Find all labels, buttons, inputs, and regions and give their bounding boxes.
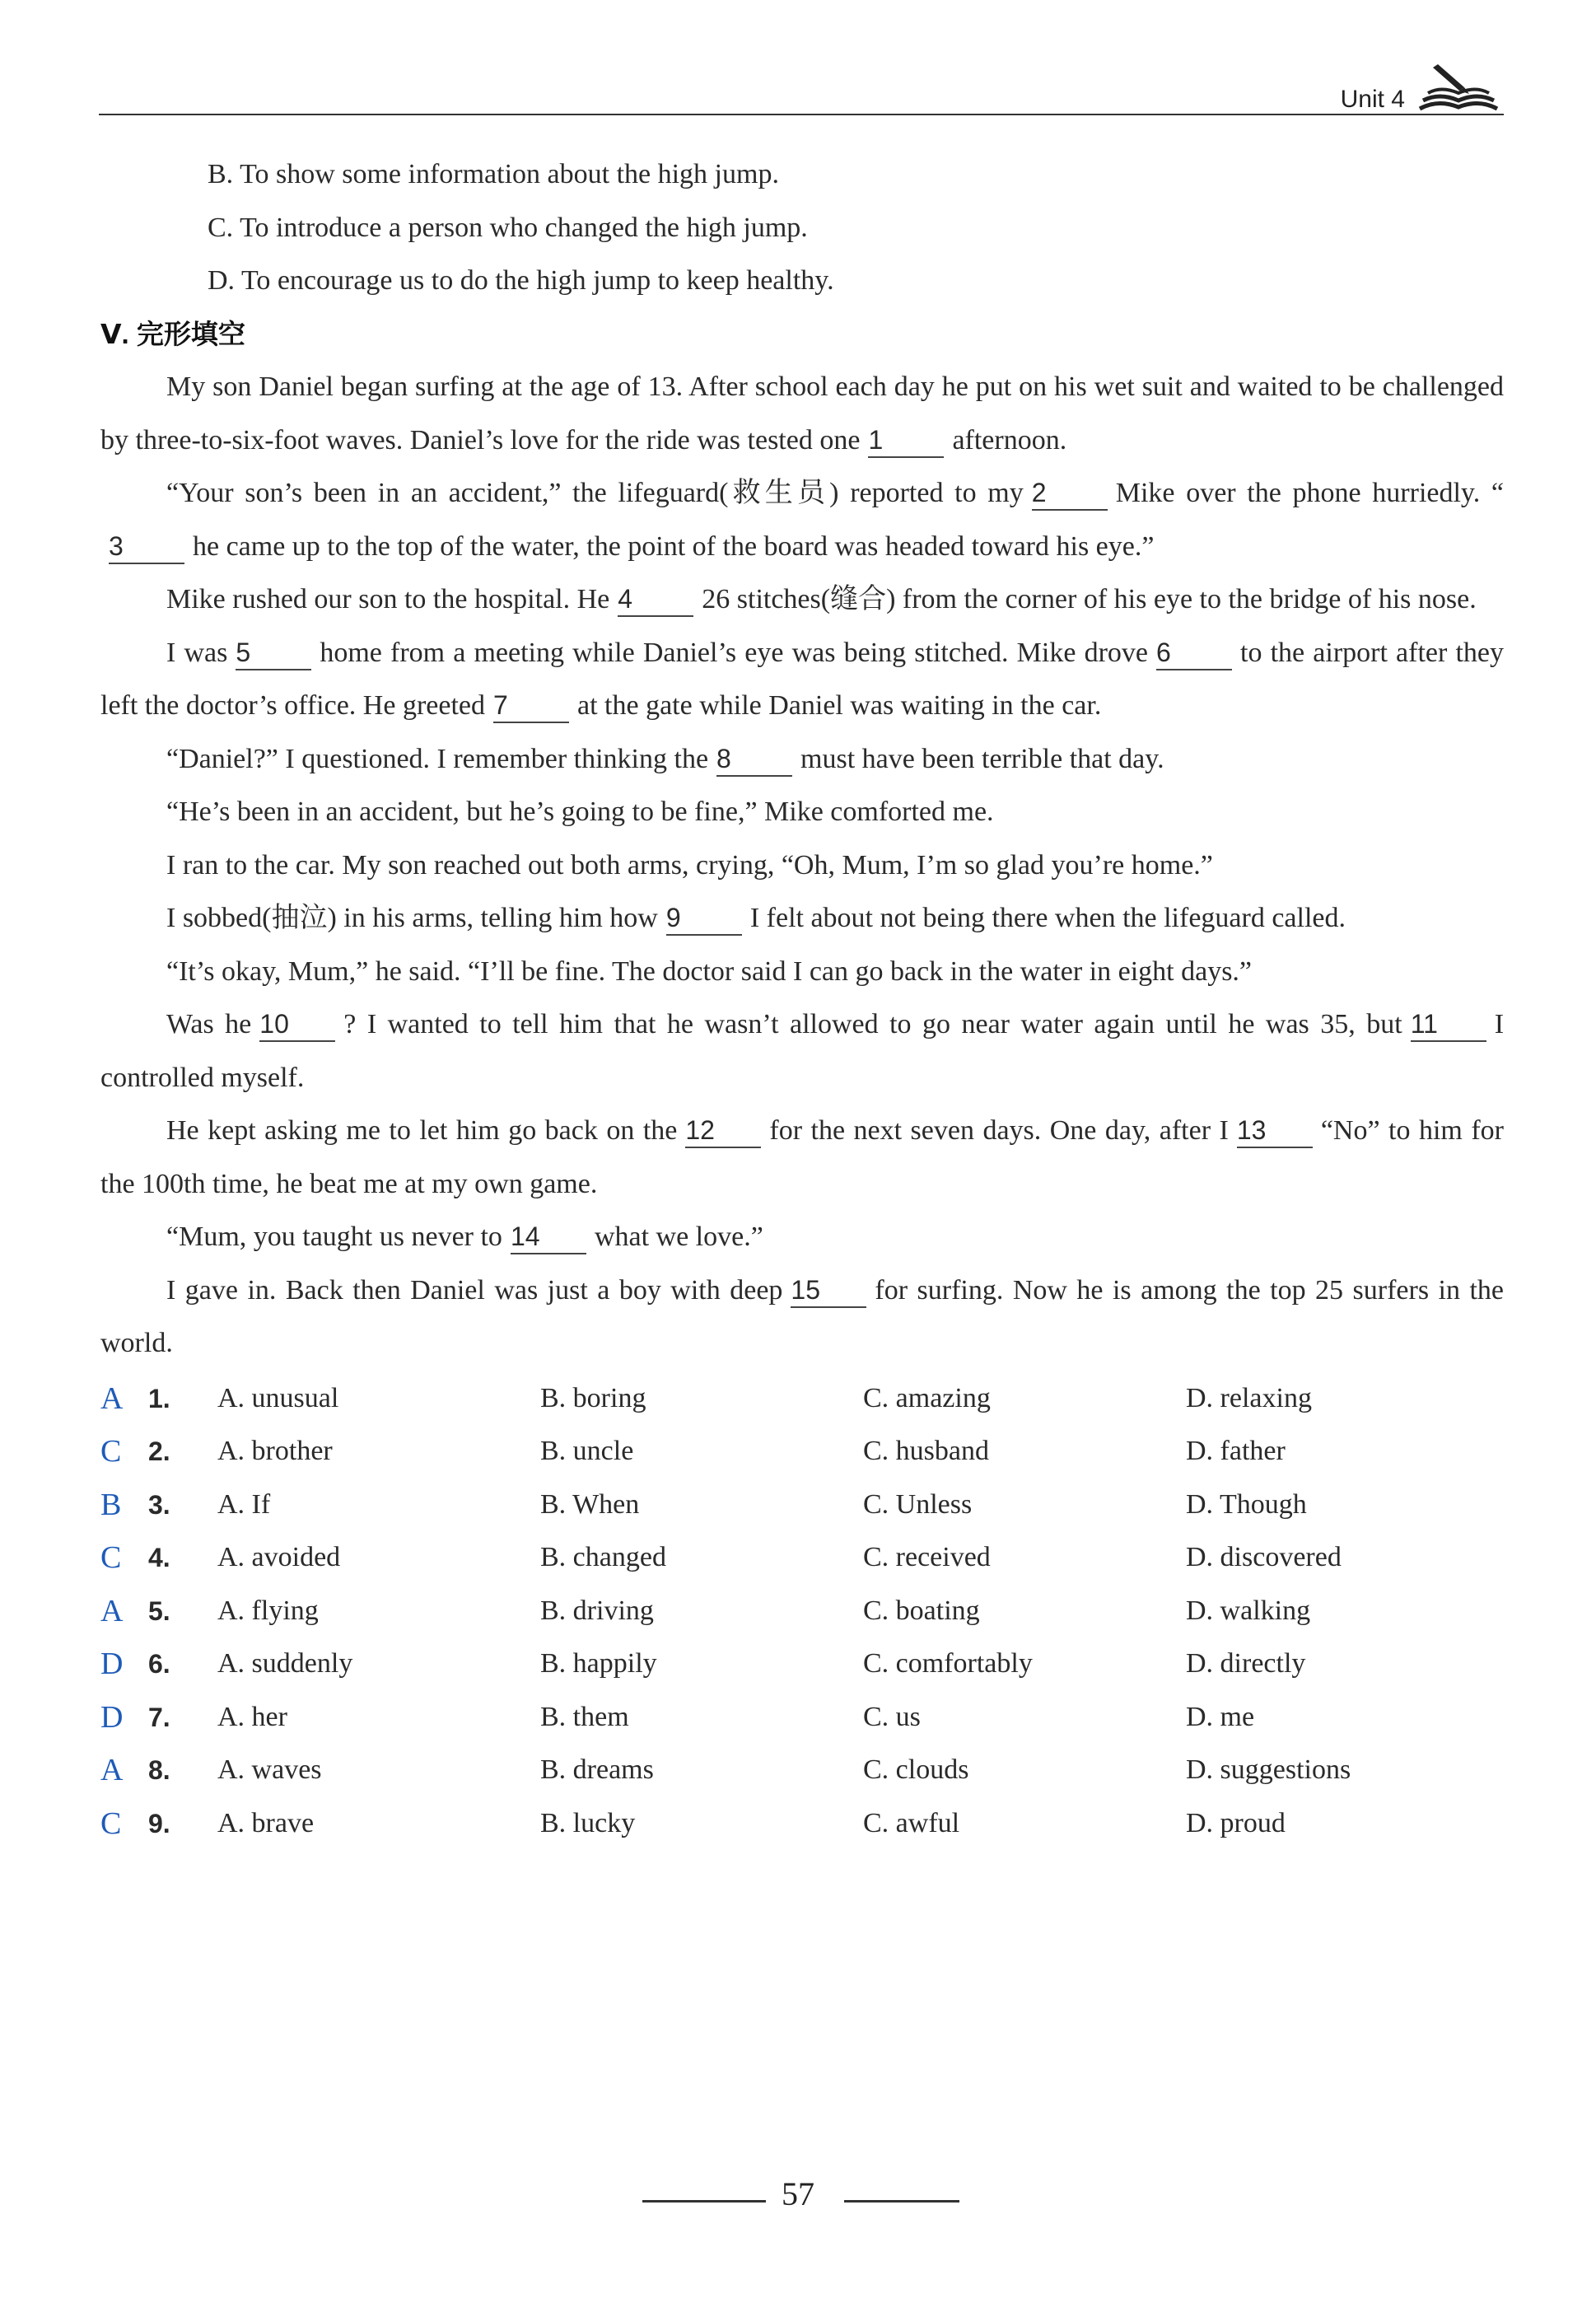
question-number: 9. xyxy=(148,1808,170,1838)
passage-text: “Daniel?” I questioned. I remember thinking the xyxy=(166,743,709,774)
question-list xyxy=(100,1372,1504,1851)
question-number: 3. xyxy=(148,1489,170,1520)
option-b: B. driving xyxy=(540,1595,654,1626)
question-number: 7. xyxy=(148,1702,170,1732)
passage-text: My son Daniel began surfing at the age of 13. After school each day he put on his wet suit and waited to be challenged by three-to-six-foot waves. Daniel’s love for the ride was tested one xyxy=(100,371,1504,455)
option-c: C. comfortably xyxy=(863,1648,1033,1679)
option-c: C. Unless xyxy=(863,1488,973,1520)
passage-paragraph: I ran to the car. My son reached out both arms, crying, “Oh, Mum, I’m so glad you’re home.” xyxy=(166,849,1213,881)
answer-mark: D xyxy=(100,1699,124,1735)
passage-text: must have been terrible that day. xyxy=(800,743,1164,774)
blank-9: 9 xyxy=(666,901,742,936)
question-row xyxy=(100,1531,1504,1585)
blank-4: 4 xyxy=(618,582,693,617)
question-row xyxy=(100,1478,1504,1532)
previous-option-d: D. To encourage us to do the high jump to keep healthy. xyxy=(208,265,834,296)
answer-mark: C xyxy=(100,1434,122,1469)
question-row xyxy=(100,1797,1504,1851)
question-number: 6. xyxy=(148,1649,170,1679)
blank-12: 12 xyxy=(685,1114,761,1148)
option-a: A. her xyxy=(217,1701,287,1732)
passage-paragraph xyxy=(100,998,1504,1105)
option-c: C. amazing xyxy=(863,1382,991,1413)
option-d: D. directly xyxy=(1186,1648,1306,1679)
passage-paragraph xyxy=(100,1105,1504,1211)
option-b: B. them xyxy=(540,1701,629,1732)
question-number: 8. xyxy=(148,1755,170,1785)
blank-1: 1 xyxy=(868,423,944,458)
option-b: B. When xyxy=(540,1488,640,1520)
option-c: C. us xyxy=(863,1701,921,1732)
previous-option-b: B. To show some information about the high jump. xyxy=(208,159,779,189)
option-a: A. suddenly xyxy=(217,1648,353,1679)
question-row xyxy=(100,1425,1504,1478)
book-pen-icon xyxy=(1413,58,1504,115)
passage-text: he came up to the top of the water, the point of the board was headed toward his eye.” xyxy=(193,530,1155,562)
option-c: C. clouds xyxy=(863,1754,969,1785)
question-row xyxy=(100,1744,1504,1797)
answer-mark: A xyxy=(100,1593,124,1628)
page-header xyxy=(99,58,1504,124)
blank-5: 5 xyxy=(236,636,311,670)
question-row xyxy=(100,1691,1504,1745)
option-c: C. boating xyxy=(863,1595,980,1626)
blank-11: 11 xyxy=(1411,1007,1486,1042)
blank-8: 8 xyxy=(716,742,792,777)
passage-text: for the next seven days. One day, after I xyxy=(769,1115,1229,1146)
passage-text: Was he xyxy=(166,1009,252,1039)
option-a: A. unusual xyxy=(217,1382,339,1413)
passage-text: afternoon. xyxy=(952,424,1067,455)
passage-text: Mike rushed our son to the hospital. He xyxy=(166,584,610,614)
option-a: A. brave xyxy=(217,1807,315,1838)
answer-mark: B xyxy=(100,1487,122,1522)
option-b: B. boring xyxy=(540,1382,646,1413)
passage-text: to the airport after they left the doctor’s office. He greeted xyxy=(100,637,1504,721)
option-c: C. awful xyxy=(863,1807,960,1838)
question-number: 4. xyxy=(148,1543,170,1572)
passage-text: home from a meeting while Daniel’s eye was being stitched. Mike drove xyxy=(320,637,1149,668)
option-a: A. avoided xyxy=(217,1542,341,1572)
option-b: B. lucky xyxy=(540,1807,636,1838)
passage-paragraph xyxy=(100,892,1504,946)
question-row xyxy=(100,1585,1504,1638)
option-b: B. happily xyxy=(540,1648,657,1679)
passage-paragraph: “He’s been in an accident, but he’s going to be fine,” Mike comforted me. xyxy=(166,796,994,827)
question-number: 1. xyxy=(148,1383,170,1413)
passage-text: “Mum, you taught us never to xyxy=(166,1222,502,1252)
answer-mark: D xyxy=(100,1647,124,1681)
option-d: D. discovered xyxy=(1186,1542,1342,1572)
answer-mark: C xyxy=(100,1805,122,1841)
passage-text: “Your son’s been in an accident,” the lifeguard(救生员) reported to my xyxy=(166,478,1024,508)
blank-7: 7 xyxy=(493,689,569,723)
question-number: 2. xyxy=(148,1436,170,1466)
option-d: D. relaxing xyxy=(1186,1382,1312,1413)
passage-text: I controlled myself. xyxy=(100,1009,1505,1093)
option-d: D. suggestions xyxy=(1186,1754,1351,1785)
blank-15: 15 xyxy=(791,1273,866,1308)
passage-text: “No” to him for the 100th time, he beat me at my own game. xyxy=(100,1115,1504,1199)
option-c: C. husband xyxy=(863,1436,989,1466)
section-title: Ⅴ. 完形填空 xyxy=(100,318,245,349)
passage-text: He kept asking me to let him go back on the xyxy=(166,1115,678,1146)
blank-6: 6 xyxy=(1156,636,1232,670)
option-a: A. waves xyxy=(217,1754,322,1785)
answer-mark: C xyxy=(100,1540,122,1575)
passage-text: at the gate while Daniel was waiting in the car. xyxy=(577,690,1102,721)
passage-paragraph xyxy=(100,467,1504,573)
passage-text: I sobbed(抽泣) in his arms, telling him how xyxy=(166,903,658,933)
passage-text: for surfing. Now he is among the top 25 surfers in the world. xyxy=(100,1274,1504,1358)
blank-14: 14 xyxy=(511,1220,586,1254)
passage-paragraph xyxy=(100,733,1504,787)
passage-paragraph: “It’s okay, Mum,” he said. “I’ll be fine. The doctor said I can go back in the water in eight days.” xyxy=(166,955,1253,987)
option-d: D. proud xyxy=(1186,1807,1286,1838)
passage-text: I felt about not being there when the lifeguard called. xyxy=(749,903,1346,933)
passage-text: Mike over the phone hurriedly. “ xyxy=(1115,478,1504,508)
option-b: B. dreams xyxy=(540,1754,654,1785)
option-a: A. flying xyxy=(217,1595,319,1626)
blank-2: 2 xyxy=(1032,476,1108,511)
answer-mark: A xyxy=(100,1753,124,1787)
unit-label: Unit 4 xyxy=(1340,86,1405,113)
passage-paragraph xyxy=(100,627,1504,733)
page-number-rule-right xyxy=(844,2200,959,2203)
option-d: D. Though xyxy=(1186,1488,1307,1520)
passage-paragraph xyxy=(100,1211,1504,1264)
option-d: D. me xyxy=(1186,1701,1255,1732)
passage-text: I was xyxy=(166,637,228,668)
option-d: D. father xyxy=(1186,1436,1286,1466)
option-b: B. changed xyxy=(540,1542,666,1572)
previous-option-c: C. To introduce a person who changed the high jump. xyxy=(208,212,808,243)
passage-paragraph xyxy=(100,573,1504,627)
option-c: C. received xyxy=(863,1542,991,1572)
option-a: A. If xyxy=(217,1488,271,1520)
blank-13: 13 xyxy=(1237,1114,1313,1148)
header-rule xyxy=(99,114,1504,115)
question-row xyxy=(100,1637,1504,1691)
option-b: B. uncle xyxy=(540,1436,634,1466)
blank-3: 3 xyxy=(109,530,184,564)
passage-text: I gave in. Back then Daniel was just a boy with deep xyxy=(166,1274,783,1306)
page-content xyxy=(100,148,1504,1850)
option-d: D. walking xyxy=(1186,1595,1311,1626)
page-number: 57 xyxy=(782,2175,814,2212)
passage-text: ? I wanted to tell him that he wasn’t allowed to go near water again until he was 35, but xyxy=(343,1009,1402,1039)
passage-paragraph xyxy=(100,361,1504,467)
passage-text: 26 stitches(缝合) from the corner of his eye to the bridge of his nose. xyxy=(702,584,1477,614)
question-number: 5. xyxy=(148,1595,170,1626)
option-a: A. brother xyxy=(217,1436,333,1466)
blank-10: 10 xyxy=(259,1007,335,1042)
passage-text: what we love.” xyxy=(594,1222,763,1252)
question-row xyxy=(100,1372,1504,1426)
passage-paragraph xyxy=(100,1264,1504,1371)
answer-mark: A xyxy=(100,1380,124,1416)
